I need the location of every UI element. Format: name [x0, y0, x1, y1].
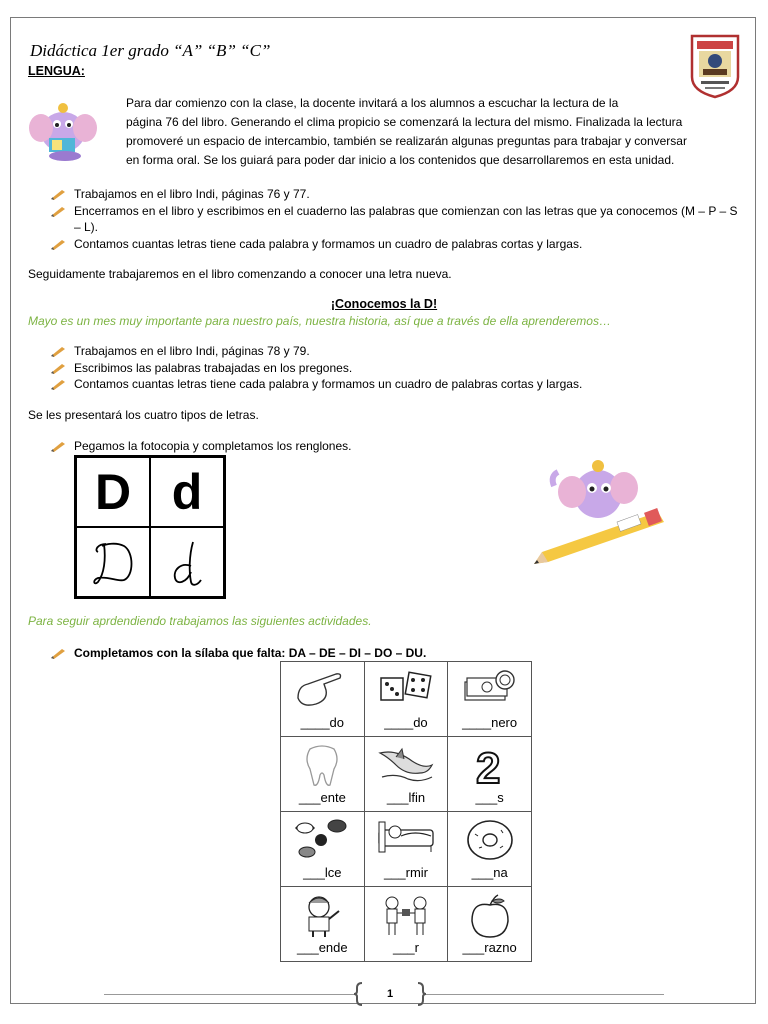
pencil-bullet-icon — [50, 440, 66, 452]
syllable-blank: ___s — [475, 790, 504, 805]
table-row — [281, 662, 532, 737]
table-cell — [364, 737, 448, 812]
candy-image — [291, 818, 353, 860]
cuatro-tipos-text: Se les presentará los cuatro tipos de letras. — [28, 408, 259, 422]
svg-text:2: 2 — [475, 744, 501, 787]
intro-line-3: promoveré un espacio de intercambio, también se realizarán algunas preguntas para trabajar y conversar — [126, 134, 687, 148]
table-cell — [448, 887, 532, 962]
table-cell — [364, 662, 448, 737]
dolphin-image — [376, 743, 436, 785]
intro-paragraph — [126, 94, 741, 170]
list-item — [48, 236, 743, 253]
page-number: 1 — [386, 988, 394, 1000]
table-cell — [364, 812, 448, 887]
table-row — [281, 737, 532, 812]
child-sleeping-image — [375, 818, 437, 856]
footer-divider-right — [424, 994, 664, 995]
tooth-image — [302, 743, 342, 789]
bullet-text: Escribimos las palabras trabajadas en los pregones. — [74, 360, 353, 375]
bullet-list-4 — [48, 645, 648, 662]
letter-cell — [76, 457, 150, 527]
section-heading-d: ¡Conocemos la D! — [330, 297, 438, 311]
syllable-blank: ___ende — [297, 940, 348, 955]
peach-image — [468, 893, 512, 939]
print-upper-d: D — [94, 464, 132, 520]
seguidamente-text: Seguidamente trabajaremos en el libro comenzando a conocer una letra nueva. — [28, 267, 452, 281]
syllable-blank: ___razno — [462, 940, 517, 955]
table-cell — [281, 737, 365, 812]
list-item — [48, 360, 743, 377]
footer-divider-left — [104, 994, 356, 995]
pencil-bullet-icon — [50, 345, 66, 357]
syllable-blank: ___lce — [303, 865, 342, 880]
pencil-bullet-icon — [50, 188, 66, 200]
pencil-bullet-icon — [50, 205, 66, 217]
cursive-upper-d — [88, 536, 138, 588]
pencil-bullet-icon — [50, 238, 66, 250]
table-cell — [281, 887, 365, 962]
school-crest-logo — [689, 33, 741, 99]
table-cell — [448, 737, 532, 812]
syllable-blank: ___r — [392, 940, 419, 955]
children-giving-image — [378, 893, 434, 937]
print-lower-d: d — [171, 464, 203, 520]
letter-cell — [150, 527, 224, 597]
bullet-text: Trabajamos en el libro Indi, páginas 76 y 77. — [74, 187, 310, 201]
page-title: Didáctica 1er grado “A” “B” “C” — [30, 41, 271, 60]
elephant-pencil-image — [528, 452, 670, 568]
intro-line-4: en forma oral. Se los guiará para poder dar inicio a los contenidos que desarrollaremos en esta unidad. — [126, 153, 675, 167]
bullet-text: Pegamos la fotocopia y completamos los renglones. — [74, 439, 352, 453]
table-cell — [281, 812, 365, 887]
finger-pointing-image — [294, 668, 350, 710]
syllable-blank: ___rmir — [383, 865, 429, 880]
elephant-reading-image — [27, 98, 99, 162]
list-item — [48, 376, 743, 393]
bullet-text: Completamos con la sílaba que falta: DA – DE – DI – DO – DU. — [74, 646, 427, 660]
money-image — [461, 668, 519, 708]
bullet-text: Encerramos en el libro y escribimos en el cuaderno las palabras que comienzan con las letras que ya conocemos (M – P – S – L). — [74, 203, 738, 234]
subject-heading: LENGUA: — [28, 64, 85, 78]
bullet-list-1 — [48, 186, 743, 252]
bullet-list-2 — [48, 343, 743, 393]
pencil-bullet-icon — [50, 378, 66, 390]
table-row — [281, 887, 532, 962]
number-two-image — [472, 743, 508, 787]
list-item — [48, 186, 743, 203]
table-cell — [364, 887, 448, 962]
child-waving-image — [299, 893, 345, 937]
para-seguir-note: Para seguir aprdendiendo trabajamos las siguientes actividades. — [28, 614, 372, 628]
table-row — [281, 812, 532, 887]
letter-cell — [150, 457, 224, 527]
list-item — [48, 645, 648, 662]
mayo-note: Mayo es un mes muy importante para nuestro país, nuestra historia, así que a través de ella aprenderemos… — [28, 314, 611, 328]
dice-image — [377, 668, 435, 706]
table-cell — [281, 662, 365, 737]
bullet-text: Contamos cuantas letras tiene cada palabra y formamos un cuadro de palabras cortas y largas. — [74, 377, 583, 391]
intro-line-2: página 76 del libro. Generando el clima propicio se comenzará la lectura del mismo. Finalizada la lectura — [126, 115, 683, 129]
syllable-blank: ___ente — [298, 790, 346, 805]
syllable-blank: ____do — [300, 715, 345, 730]
table-cell — [448, 812, 532, 887]
bullet-text: Contamos cuantas letras tiene cada palabra y formamos un cuadro de palabras cortas y largas. — [74, 236, 583, 251]
syllable-blank: ___lfin — [386, 790, 426, 805]
syllable-table — [280, 661, 532, 962]
syllable-blank: ____nero — [462, 715, 518, 730]
letter-types-box — [74, 455, 226, 599]
list-item — [48, 343, 743, 360]
list-item — [48, 203, 743, 236]
cursive-lower-d — [167, 536, 207, 588]
bullet-text: Trabajamos en el libro Indi, páginas 78 y 79. — [74, 344, 310, 358]
pencil-bullet-icon — [50, 362, 66, 374]
donut-image — [465, 818, 515, 862]
intro-line-1: Para dar comienzo con la clase, la docente invitará a los alumnos a escuchar la lectura de la — [126, 96, 619, 110]
syllable-blank: ____do — [384, 715, 428, 730]
syllable-blank: ___na — [471, 865, 508, 880]
letter-cell — [76, 527, 150, 597]
pencil-bullet-icon — [50, 647, 66, 659]
table-cell — [448, 662, 532, 737]
